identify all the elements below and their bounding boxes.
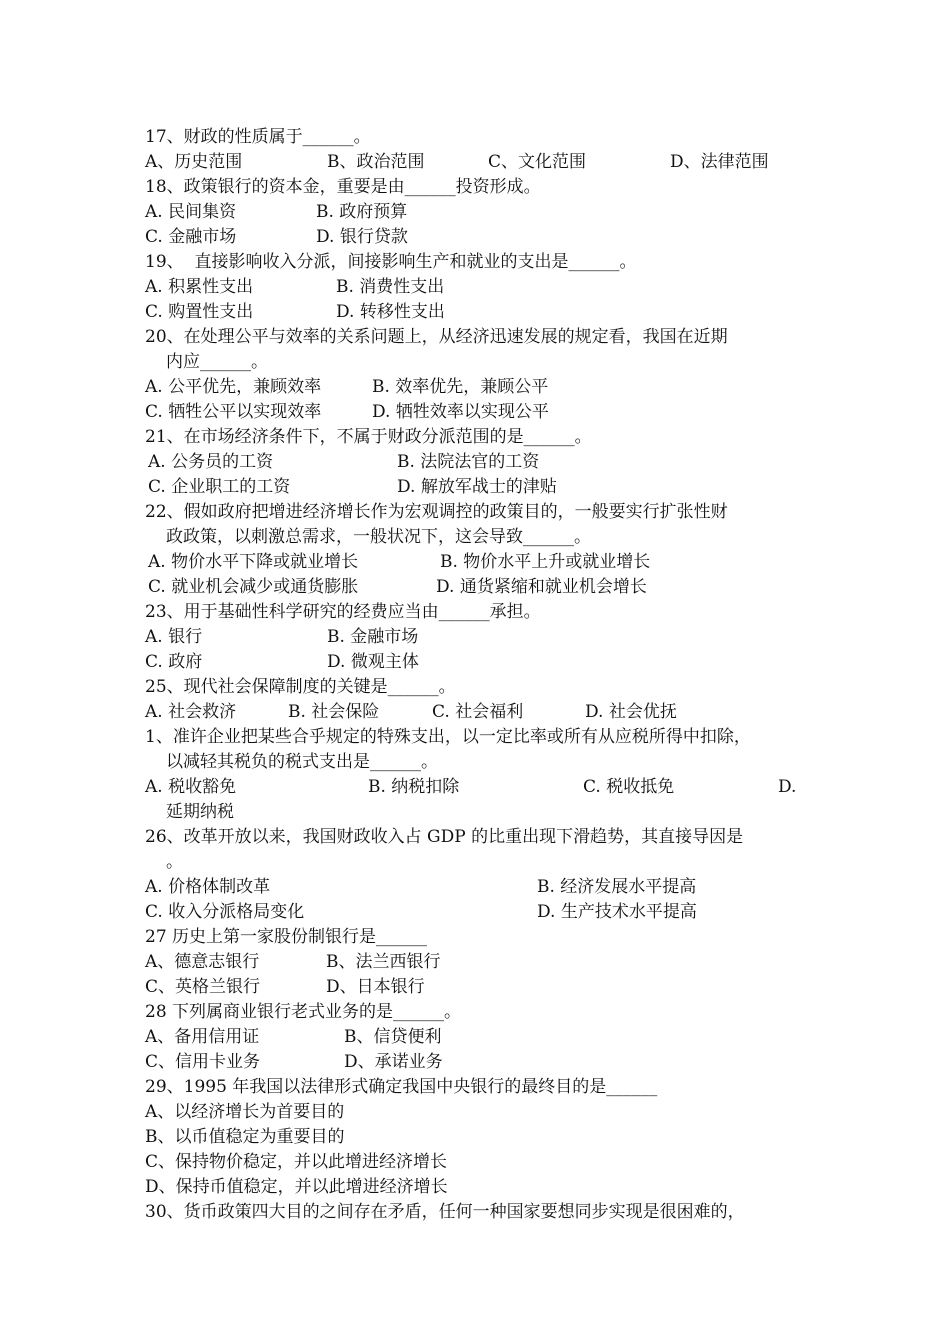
question-27-stem: 27 历史上第一家股份制银行是______ (145, 927, 428, 947)
question-22-stem-line1: 22、假如政府把增进经济增长作为宏观调控的政策目的，一般要实行扩张性财 (145, 502, 728, 522)
question-21-option-b: B. 法院法官的工资 (397, 452, 540, 472)
question-27-option-b: B、法兰西银行 (326, 952, 441, 972)
question-1-option-c: C. 税收抵免 (583, 777, 675, 797)
question-1-option-a: A. 税收豁免 (145, 777, 237, 797)
question-20-option-b: B. 效率优先，兼顾公平 (372, 377, 549, 397)
question-25-option-b: B. 社会保险 (288, 702, 380, 722)
question-27-option-c: C、英格兰银行 (145, 977, 261, 997)
question-28-option-a: A、备用信用证 (145, 1027, 260, 1047)
question-28-option-d: D、承诺业务 (344, 1052, 443, 1072)
question-19-option-b: B. 消费性支出 (336, 277, 445, 297)
question-29-option-c: C、保持物价稳定，并以此增进经济增长 (145, 1152, 448, 1172)
question-26-option-b: B. 经济发展水平提高 (537, 877, 697, 897)
question-29-option-a: A、以经济增长为首要目的 (145, 1102, 345, 1122)
question-22-stem-line2: 政政策，以刺激总需求，一般状况下，这会导致______。 (166, 527, 591, 547)
question-26-stem-line1: 26、改革开放以来，我国财政收入占 GDP 的比重出现下滑趋势，其直接导因是 (145, 827, 744, 847)
question-19-option-c: C. 购置性支出 (145, 302, 254, 322)
question-20-option-c: C. 牺牲公平以实现效率 (145, 402, 322, 422)
question-25-option-a: A. 社会救济 (145, 702, 237, 722)
question-17-option-c: C、文化范围 (488, 152, 587, 172)
question-1-option-d-text: 延期纳税 (166, 802, 234, 822)
question-26-option-d: D. 生产技术水平提高 (537, 902, 697, 922)
question-19-stem: 19、 直接影响收入分派，间接影响生产和就业的支出是______。 (145, 252, 637, 272)
question-29-stem: 29、1995 年我国以法律形式确定我国中央银行的最终目的是______ (145, 1077, 658, 1097)
question-18-stem: 18、政策银行的资本金，重要是由______投资形成。 (145, 177, 541, 197)
question-27-option-a: A、德意志银行 (145, 952, 260, 972)
question-20-stem-line2: 内应______。 (166, 352, 268, 372)
question-23-option-d: D. 微观主体 (327, 652, 419, 672)
question-20-stem-line1: 20、在处理公平与效率的关系问题上，从经济迅速发展的规定看，我国在近期 (145, 327, 728, 347)
question-29-option-b: B、以币值稳定为重要目的 (145, 1127, 345, 1147)
question-30-stem: 30、货币政策四大目的之间存在矛盾，任何一种国家要想同步实现是很困难的， (145, 1202, 745, 1222)
question-20-option-d: D. 牺牲效率以实现公平 (372, 402, 549, 422)
question-18-option-d: D. 银行贷款 (316, 227, 408, 247)
question-17-stem: 17、财政的性质属于______。 (145, 127, 371, 147)
question-25-option-c: C. 社会福利 (432, 702, 524, 722)
question-17-option-d: D、法律范围 (670, 152, 769, 172)
question-22-option-c: C. 就业机会减少或通货膨胀 (148, 577, 359, 597)
question-1-option-b: B. 纳税扣除 (368, 777, 460, 797)
question-28-option-c: C、信用卡业务 (145, 1052, 261, 1072)
question-18-option-b: B. 政府预算 (316, 202, 408, 222)
question-25-option-d: D. 社会优抚 (585, 702, 677, 722)
question-18-option-c: C. 金融市场 (145, 227, 237, 247)
question-21-stem: 21、在市场经济条件下，不属于财政分派范围的是______。 (145, 427, 592, 447)
question-23-option-a: A. 银行 (145, 627, 203, 647)
question-19-option-a: A. 积累性支出 (145, 277, 254, 297)
question-21-option-d: D. 解放军战士的津贴 (397, 477, 557, 497)
question-19-option-d: D. 转移性支出 (336, 302, 445, 322)
question-26-stem-line2: 。 (166, 852, 183, 872)
question-17-option-a: A、历史范围 (145, 152, 243, 172)
question-26-option-c: C. 收入分派格局变化 (145, 902, 305, 922)
question-23-option-c: C. 政府 (145, 652, 203, 672)
question-20-option-a: A. 公平优先，兼顾效率 (145, 377, 322, 397)
question-27-option-d: D、日本银行 (326, 977, 425, 997)
question-25-stem: 25、现代社会保障制度的关键是______。 (145, 677, 456, 697)
question-28-option-b: B、信贷便利 (344, 1027, 442, 1047)
question-21-option-a: A. 公务员的工资 (148, 452, 274, 472)
question-21-option-c: C. 企业职工的工资 (148, 477, 291, 497)
question-23-option-b: B. 金融市场 (327, 627, 419, 647)
question-1-option-d-prefix: D. (778, 777, 797, 797)
question-23-stem: 23、用于基础性科学研究的经费应当由______承担。 (145, 602, 541, 622)
question-1-stem-line2: 以减轻其税负的税式支出是______。 (166, 752, 438, 772)
question-17-option-b: B、政治范围 (327, 152, 425, 172)
question-26-option-a: A. 价格体制改革 (145, 877, 271, 897)
question-29-option-d: D、保持币值稳定，并以此增进经济增长 (145, 1177, 448, 1197)
question-22-option-a: A. 物价水平下降或就业增长 (148, 552, 359, 572)
question-28-stem: 28 下列属商业银行老式业务的是______。 (145, 1002, 462, 1022)
question-18-option-a: A. 民间集资 (145, 202, 237, 222)
question-1-stem-line1: 1、准许企业把某些合乎规定的特殊支出，以一定比率或所有从应税所得中扣除， (145, 727, 751, 747)
question-22-option-b: B. 物价水平上升或就业增长 (440, 552, 651, 572)
question-22-option-d: D. 通货紧缩和就业机会增长 (436, 577, 647, 597)
